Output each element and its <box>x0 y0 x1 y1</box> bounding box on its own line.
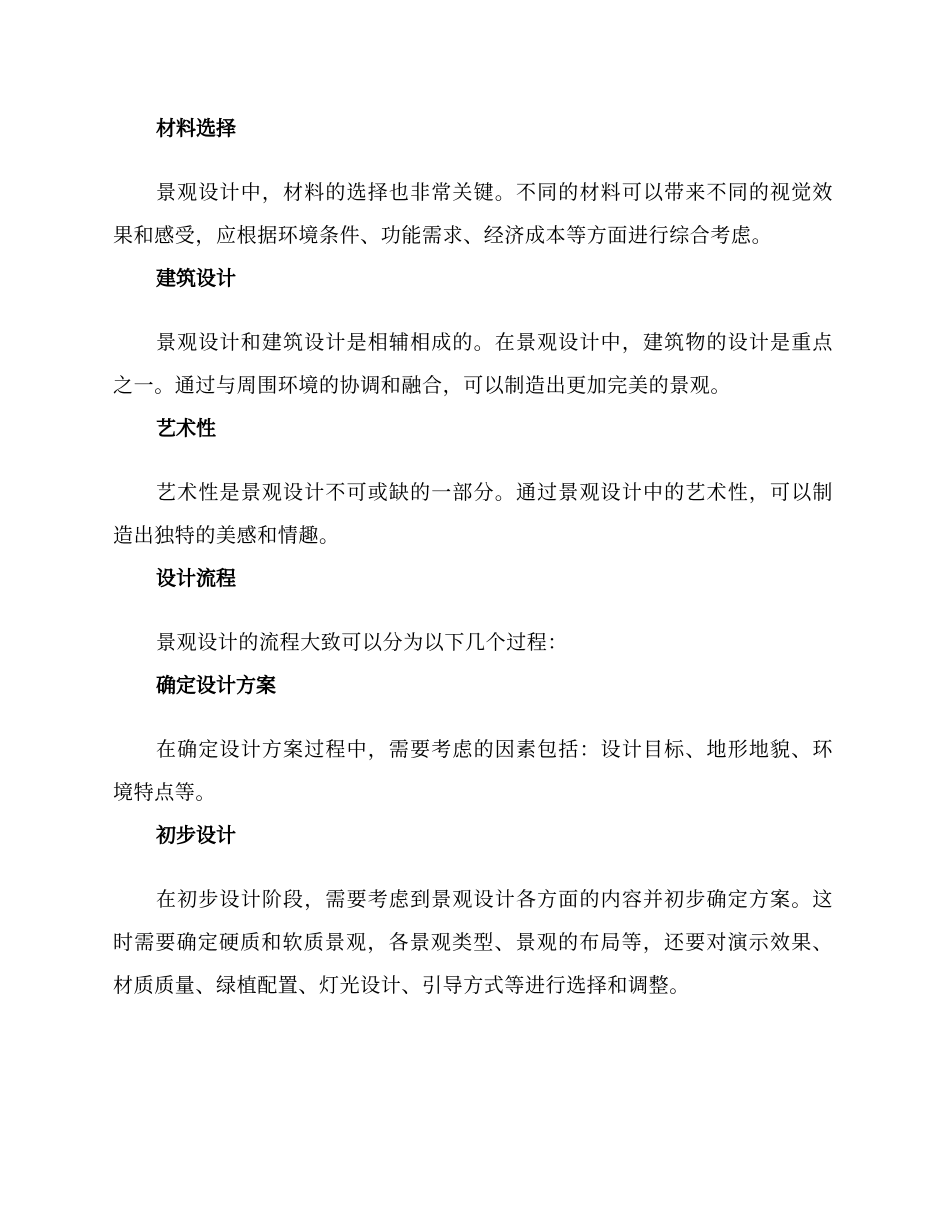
section-paragraph-preliminary-design: 在初步设计阶段，需要考虑到景观设计各方面的内容并初步确定方案。这时需要确定硬质和软质景观，各景观类型、景观的布局等，还要对演示效果、材质质量、绿植配置、灯光设计、引导方式等进行选择和调整。 <box>113 887 833 997</box>
section-heading-artistry: 艺术性 <box>156 416 216 440</box>
section-heading-materials: 材料选择 <box>156 116 236 140</box>
section-paragraph-determine-plan: 在确定设计方案过程中，需要考虑的因素包括：设计目标、地形地貌、环境特点等。 <box>113 737 833 804</box>
section-heading-preliminary-design: 初步设计 <box>156 823 236 847</box>
section-heading-architecture: 建筑设计 <box>156 266 236 290</box>
section-paragraph-materials: 景观设计中，材料的选择也非常关键。不同的材料可以带来不同的视觉效果和感受，应根据环境条件、功能需求、经济成本等方面进行综合考虑。 <box>113 180 833 247</box>
document-body <box>113 112 833 1012</box>
section-paragraph-artistry: 艺术性是景观设计不可或缺的一部分。通过景观设计中的艺术性，可以制造出独特的美感和情趣。 <box>113 480 833 547</box>
section-heading-determine-plan: 确定设计方案 <box>156 673 276 697</box>
section-heading-design-process: 设计流程 <box>156 566 236 590</box>
section-paragraph-design-process: 景观设计的流程大致可以分为以下几个过程： <box>156 630 568 654</box>
section-paragraph-architecture: 景观设计和建筑设计是相辅相成的。在景观设计中，建筑物的设计是重点之一。通过与周围环境的协调和融合，可以制造出更加完美的景观。 <box>113 330 833 397</box>
